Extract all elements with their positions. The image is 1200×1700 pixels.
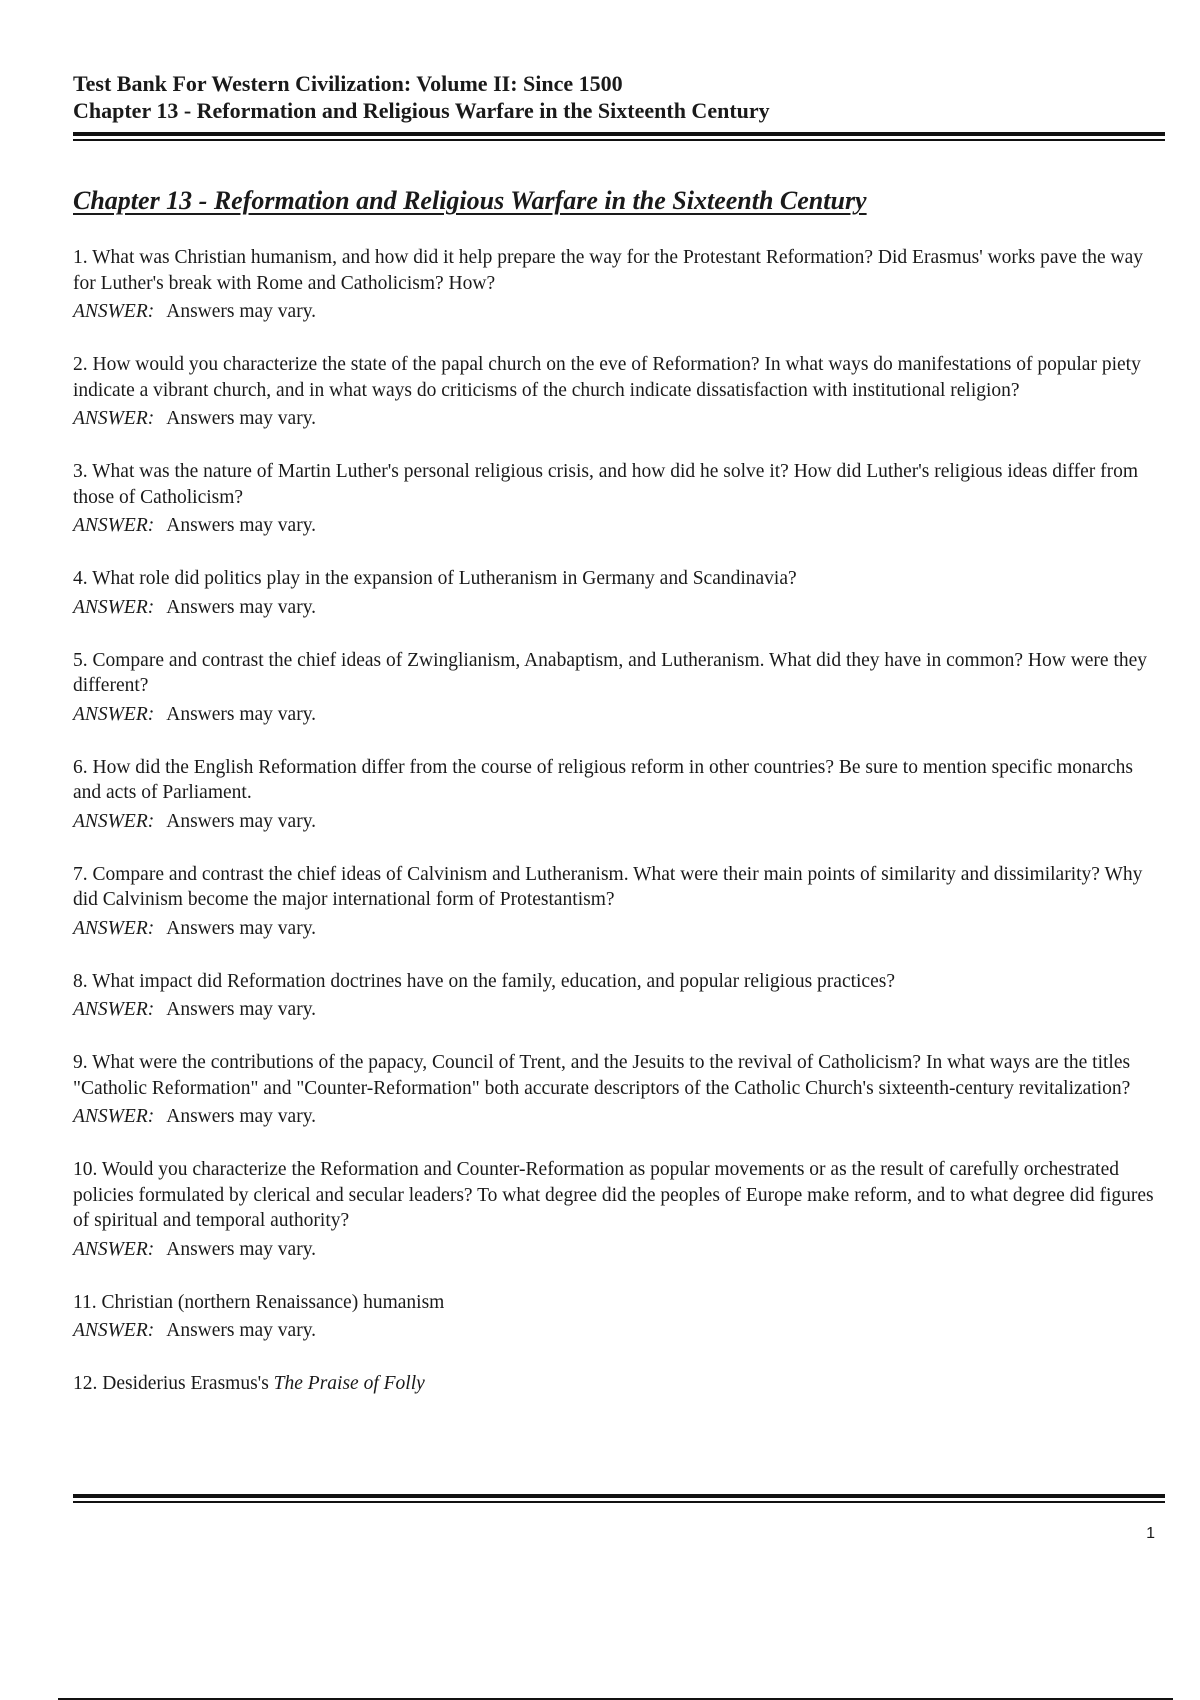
chapter-title: Chapter 13 - Reformation and Religious Warfare in the Sixteenth Century [73, 186, 867, 215]
answer-line [73, 1236, 1165, 1263]
question-item [73, 755, 1165, 835]
question-item [73, 1371, 1165, 1397]
answer-line [73, 1317, 1165, 1344]
answer-line [73, 405, 1165, 432]
answer-label: ANSWER: [73, 999, 155, 1020]
question-item [73, 1050, 1165, 1130]
question-item [73, 648, 1165, 728]
question-text: 4. What role did politics play in the expansion of Lutheranism in Germany and Scandinavia? [73, 568, 797, 589]
answer-label: ANSWER: [73, 917, 155, 939]
answer-text: Answers may vary. [166, 596, 317, 618]
question-text: 5. Compare and contrast the chief ideas of Zwinglianism, Anabaptism, and Lutheranism. What did they have in common? How were they different? [73, 649, 1148, 696]
answer-label: ANSWER: [73, 810, 155, 832]
header-chapter-title: Chapter 13 - Reformation and Religious Warfare in the Sixteenth Century [73, 98, 770, 123]
answer-line [73, 701, 1165, 728]
question-text [73, 1371, 1165, 1397]
answer-label: ANSWER: [73, 515, 155, 536]
answer-text: Answers may vary. [166, 703, 317, 725]
question-item [73, 1157, 1165, 1263]
question-text: 6. How did the English Reformation differ from the course of religious reform in other countries? Be sure to mention specific monarchs and acts of Parliament. [73, 756, 1133, 803]
question-text: 2. How would you characterize the state of the papal church on the eve of Reformation? In what ways do manifestations of popular piety indicate a vibrant church, and in what ways do criticisms of the church indicate dissatisfaction with institutional religion? [73, 354, 1141, 401]
page-number: 1 [1146, 1525, 1155, 1542]
question-item [73, 862, 1165, 942]
question-item [73, 1290, 1165, 1345]
answer-line [73, 915, 1165, 942]
answer-line [73, 808, 1165, 835]
question-text: 10. Would you characterize the Reformation and Counter-Reformation as popular movements or as the result of carefully orchestrated policies formulated by clerical and secular leaders? To what degree did the peoples of Europe make reform, and to what degree did figures of spiritual and temporal authority? [73, 1159, 1154, 1231]
question-list [73, 245, 1165, 1424]
answer-line [73, 1103, 1165, 1130]
question-item [73, 969, 1165, 1024]
answer-text: Answers may vary. [166, 810, 317, 832]
question-item [73, 245, 1165, 325]
answer-label: ANSWER: [73, 1238, 155, 1260]
question-text: 3. What was the nature of Martin Luther's personal religious crisis, and how did he solve it? How did Luther's religious ideas differ from those of Catholicism? [73, 461, 1139, 508]
answer-label: ANSWER: [73, 1106, 155, 1127]
answer-text: Answers may vary. [166, 1320, 317, 1341]
question-item [73, 566, 1165, 621]
answer-text: Answers may vary. [166, 301, 317, 322]
question-text: 11. Christian (northern Renaissance) humanism [73, 1291, 445, 1313]
question-text: 8. What impact did Reformation doctrines have on the family, education, and popular religious practices? [73, 970, 895, 992]
footer-divider [73, 1494, 1165, 1505]
question-text: 9. What were the contributions of the papacy, Council of Trent, and the Jesuits to the revival of Catholicism? In what ways are the titles "Catholic Reformation" and "Counter-Reformation" both accurate descriptors of the Catholic Church's sixteenth-century revitalization? [73, 1052, 1131, 1099]
answer-line [73, 594, 1165, 621]
answer-line [73, 298, 1165, 325]
question-12-prefix: 12. Desiderius Erasmus's [73, 1373, 269, 1394]
answer-label: ANSWER: [73, 1320, 155, 1341]
question-item [73, 352, 1165, 432]
answer-text: Answers may vary. [166, 917, 317, 939]
question-text: 1. What was Christian humanism, and how did it help prepare the way for the Protestant Reformation? Did Erasmus' works pave the way for Luther's break with Rome and Catholicism? How? [73, 247, 1143, 294]
answer-line [73, 512, 1165, 539]
answer-label: ANSWER: [73, 596, 155, 618]
answer-text: Answers may vary. [166, 1106, 317, 1127]
answer-label: ANSWER: [73, 703, 155, 725]
question-text: 7. Compare and contrast the chief ideas of Calvinism and Lutheranism. What were their main points of similarity and dissimilarity? Why did Calvinism become the major international form of Protestantism? [73, 863, 1143, 910]
page-header [73, 70, 1165, 124]
answer-label: ANSWER: [73, 301, 155, 322]
question-12-work-title: The Praise of Folly [273, 1373, 425, 1394]
question-item [73, 459, 1165, 539]
answer-text: Answers may vary. [166, 1238, 317, 1260]
header-book-title: Test Bank For Western Civilization: Volume II: Since 1500 [73, 71, 623, 96]
answer-text: Answers may vary. [166, 408, 317, 429]
answer-line [73, 996, 1165, 1023]
answer-label: ANSWER: [73, 408, 155, 429]
header-divider [73, 132, 1165, 143]
answer-text: Answers may vary. [166, 999, 317, 1020]
answer-text: Answers may vary. [166, 515, 317, 536]
